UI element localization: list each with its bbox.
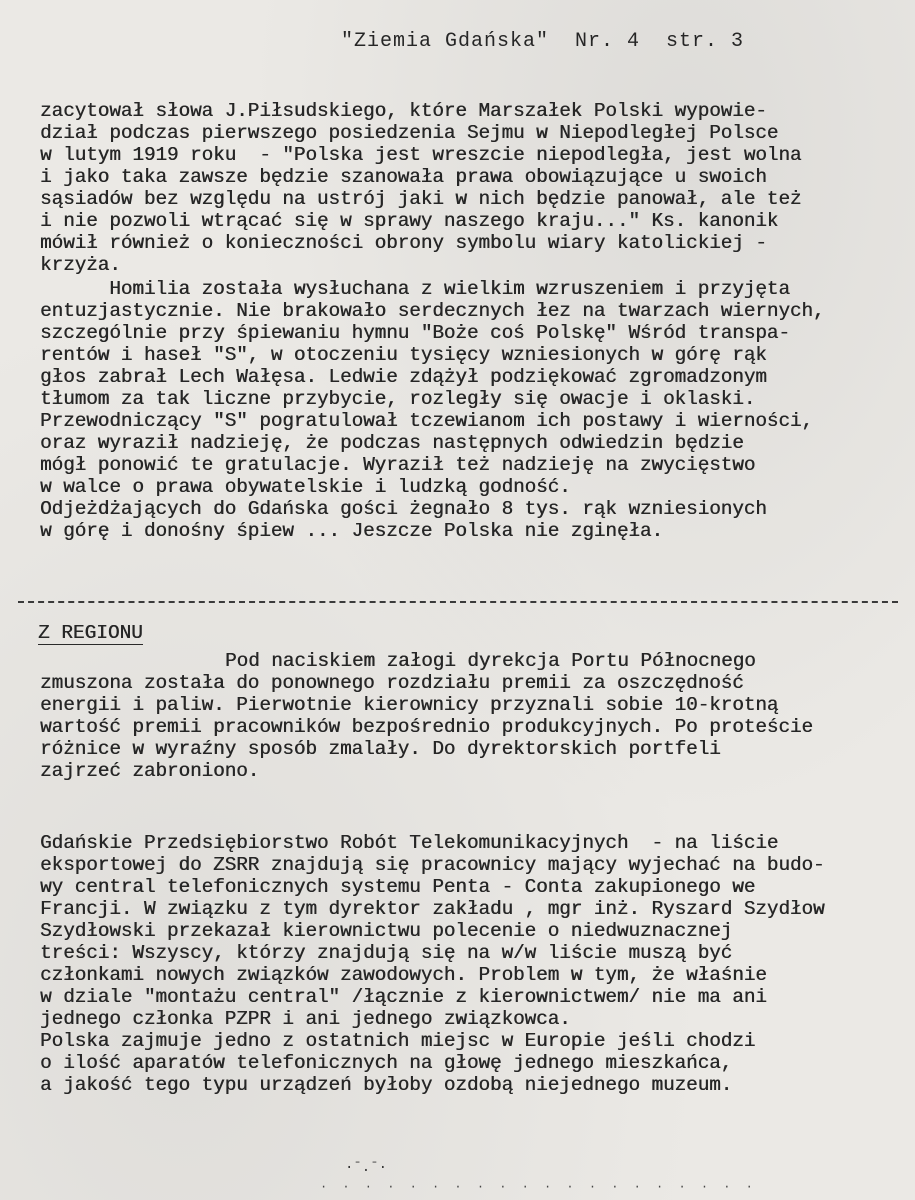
text-line: w górę i donośny śpiew ... Jeszcze Polska nie zginęła.: [40, 520, 663, 542]
paragraph-telecom: [40, 832, 890, 1096]
page-header: "Ziemia Gdańska" Nr. 4 str. 3: [340, 30, 745, 53]
text-line: eksportowej do ZSRR znajdują się pracownicy mający wyjechać na budo-: [40, 854, 825, 876]
text-line: oraz wyraził nadzieję, że podczas następnych odwiedzin będzie: [40, 432, 744, 454]
section-title: Z REGIONU: [38, 622, 143, 644]
text-line: wartość premii pracowników bezpośrednio produkcyjnych. Po proteście: [40, 716, 813, 738]
text-line: dział podczas pierwszego posiedzenia Sejmu w Niepodległej Polsce: [40, 122, 779, 144]
text-line: Homilia została wysłuchana z wielkim wzruszeniem i przyjęta: [40, 278, 790, 300]
text-line: różnice w wyraźny sposób zmalały. Do dyrektorskich portfeli: [40, 738, 721, 760]
text-line: tłumom za tak liczne przybycie, rozległy się owacje i oklaski.: [40, 388, 756, 410]
text-line: Francji. W związku z tym dyrektor zakładu , mgr inż. Ryszard Szydłow: [40, 898, 825, 920]
paragraph-homily: [40, 278, 890, 542]
text-line: członkami nowych związków zawodowych. Problem w tym, że właśnie: [40, 964, 767, 986]
text-line: energii i paliw. Pierwotnie kierownicy przyznali sobie 10-krotną: [40, 694, 779, 716]
text-line: rentów i haseł "S", w otoczeniu tysięcy wzniesionych w górę rąk: [40, 344, 767, 366]
text-line: krzyża.: [40, 254, 121, 276]
text-line: głos zabrał Lech Wałęsa. Ledwie zdążył podziękować zgromadzonym: [40, 366, 767, 388]
dashed-divider: [18, 601, 898, 603]
text-line: zajrzeć zabroniono.: [40, 760, 260, 782]
text-line: w dziale "montażu central" /łącznie z kierownictwem/ nie ma ani: [40, 986, 767, 1008]
text-line: wy central telefonicznych systemu Penta - Conta zakupionego we: [40, 876, 756, 898]
text-line: w walce o prawa obywatelskie i ludzką godność.: [40, 476, 571, 498]
text-line: w lutym 1919 roku - "Polska jest wreszcie niepodległa, jest wolna: [40, 144, 802, 166]
text-line: treści: Wszyscy, którzy znajdują się na w/w liście muszą być: [40, 942, 733, 964]
text-line: szczególnie przy śpiewaniu hymnu "Boże coś Polskę" Wśród transpa-: [40, 322, 790, 344]
text-line: Pod naciskiem załogi dyrekcja Portu Północnego: [225, 650, 756, 672]
paragraph-quote-pilsudski: [40, 100, 890, 276]
text-line: i nie pozwoli wtrącać się w sprawy naszego kraju..." Ks. kanonik: [40, 210, 779, 232]
text-line: Gdańskie Przedsiębiorstwo Robót Telekomunikacyjnych - na liście: [40, 832, 779, 854]
text-line: sąsiadów bez względu na ustrój jaki w nich będzie panował, ale też: [40, 188, 802, 210]
paragraph-port-bonus: [40, 650, 890, 782]
text-line: zacytował słowa J.Piłsudskiego, które Marszałek Polski wypowie-: [40, 100, 767, 122]
text-line: Odjeżdżających do Gdańska gości żegnało 8 tys. rąk wzniesionych: [40, 498, 767, 520]
decorative-mark: ·ˉ.ˉ·: [345, 1160, 388, 1176]
text-line: zmuszona została do ponownego rozdziału premii za oszczędność: [40, 672, 744, 694]
text-line: o ilość aparatów telefonicznych na głowę jednego mieszkańca,: [40, 1052, 733, 1074]
text-line: Szydłowski przekazał kierownictwu polecenie o niedwuznacznej: [40, 920, 733, 942]
text-line: jednego członka PZPR i ani jednego związkowca.: [40, 1008, 571, 1030]
text-line: a jakość tego typu urządzeń byłoby ozdobą niejednego muzeum.: [40, 1074, 733, 1096]
text-line: mówił również o konieczności obrony symbolu wiary katolickiej -: [40, 232, 767, 254]
decorative-dots: · · · · · · · · · · · · · · · · · · · ·: [320, 1180, 757, 1194]
text-line: Przewodniczący "S" pogratulował tczewianom ich postawy i wierności,: [40, 410, 813, 432]
text-line: entuzjastycznie. Nie brakowało serdecznych łez na twarzach wiernych,: [40, 300, 825, 322]
text-line: Polska zajmuje jedno z ostatnich miejsc w Europie jeśli chodzi: [40, 1030, 756, 1052]
text-line: mógł ponowić te gratulacje. Wyraził też nadzieję na zwycięstwo: [40, 454, 756, 476]
text-line: i jako taka zawsze będzie szanowała prawa obowiązujące u swoich: [40, 166, 767, 188]
